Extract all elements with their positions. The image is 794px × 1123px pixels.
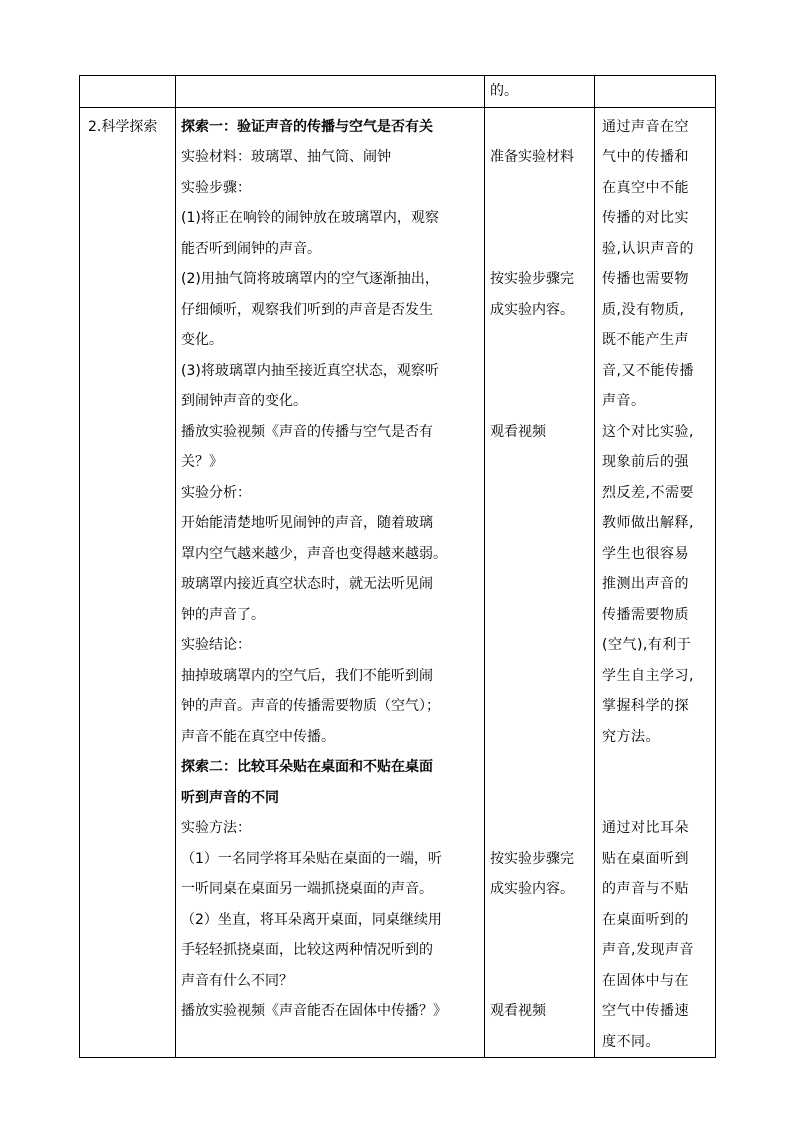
student-line: 成实验内容。 [490,881,574,897]
intent-line: 质,没有物质, [602,301,685,318]
student-line [490,905,590,936]
content-line: 实验步骤： [181,179,251,196]
intent-line: 这个对比实验, [602,423,694,440]
intent-line: 的声音与不贴 [602,881,689,897]
intent-line: 现象前后的强 [602,454,689,470]
student-line [490,478,590,509]
student-line: 观看视频 [490,1003,546,1019]
content-line: 开始能清楚地听见闹钟的声音，随着玻璃 [181,515,433,531]
content-line: (3)将玻璃罩内抽至接近真空状态，观察听 [181,362,439,379]
student-line [490,539,590,570]
student-line: 观看视频 [490,423,546,440]
student-line [490,112,590,143]
student-line [490,325,590,356]
content-line: 到闹钟声音的变化。 [181,393,307,409]
content-line: （2）坐直，将耳朵离开桌面，同桌继续用 [181,911,442,928]
content-line: (1)将正在响铃的闹钟放在玻璃罩内，观察 [181,210,439,226]
intent-line: (空气),有利于 [602,637,692,653]
section-label-cell [80,107,176,1058]
intent-line: 学生自主学习, [602,667,694,684]
content-line: 声音有什么不同？ [181,972,293,989]
content-line: 手轻轻抓挠桌面，比较这两种情况听到的 [181,942,433,958]
content-line: 钟的声音。声音的传播需要物质（空气）； [181,698,440,714]
content-line: 实验方法： [181,820,251,836]
content-line: 播放实验视频《声音能否在固体中传播？》 [181,1003,447,1019]
intent-line: 在真空中不能 [602,179,689,196]
content-line: 播放实验视频《声音的传播与空气是否有 [181,423,433,440]
student-activity [485,108,594,1027]
section-label: 2.科学探索 [88,118,158,135]
student-line [490,752,590,783]
intent-line: 通过声音在空 [602,118,689,135]
student-line [490,173,590,204]
student-line [490,356,590,387]
intent-line: 通过对比耳朵 [602,820,689,836]
intent-line: 贴在桌面听到 [602,850,689,867]
intent-line: 空气中传播速 [602,1003,689,1019]
content-line: 钟的声音了。 [181,606,265,623]
intent-line [602,752,709,783]
design-intent [595,108,715,1058]
teaching-content [176,108,484,1027]
content-line: 罩内空气越来越少，声音也变得越来越弱。 [181,545,447,562]
student-line [490,813,590,844]
content-line: (2)用抽气筒将玻璃罩内的空气逐渐抽出， [181,271,439,287]
content-line: 仔细倾听，观察我们听到的声音是否发生 [181,301,433,318]
intent-line: 传播也需要物 [602,271,689,287]
content-line: 玻璃罩内接近真空状态时，就无法听见闹 [181,576,433,592]
student-line: 成实验内容。 [490,301,574,318]
content-line: 探索一：验证声音的传播与空气是否有关 [181,118,433,135]
intent-line: 既不能产生声 [602,332,689,348]
student-activity-cell-main [485,107,595,1058]
intent-line: 烈反差,不需要 [602,484,694,501]
continuation-text: 的。 [490,83,518,99]
student-line [490,783,590,814]
student-line: 按实验步骤完 [490,271,574,287]
student-line [490,630,590,661]
intent-line: 声音,发现声音 [602,942,694,958]
student-line: 准备实验材料 [490,149,574,165]
student-activity-cell [485,76,595,108]
student-line [490,447,590,478]
student-line [490,935,590,966]
intent-line: 音,又不能传播 [602,362,694,379]
lesson-plan-table [79,75,716,1058]
content-line: 声音不能在真空中传播。 [181,728,335,745]
intent-line: 传播需要物质 [602,606,689,623]
content-line: （1）一名同学将耳朵贴在桌面的一端，听 [181,850,442,867]
intent-line: 学生也很容易 [602,545,689,562]
intent-line: 度不同。 [602,1033,660,1050]
intent-line: 声音。 [602,393,646,409]
content-line: 抽掉玻璃罩内的空气后，我们不能听到闹 [181,667,433,684]
content-line: 一听同桌在桌面另一端抓挠桌面的声音。 [181,881,433,897]
student-line [490,203,590,234]
intent-cell-empty [595,76,716,108]
student-line: 按实验步骤完 [490,850,574,867]
table-row-continuation [80,76,716,108]
content-line: 变化。 [181,332,223,348]
intent-line: 教师做出解释, [602,515,694,531]
student-line [490,966,590,997]
student-line [490,600,590,631]
teaching-content-cell [176,107,485,1058]
student-line [490,386,590,417]
intent-line: 验,认识声音的 [602,240,694,257]
student-line [490,569,590,600]
content-cell-empty [176,76,485,108]
intent-line: 在桌面听到的 [602,911,689,928]
intent-line: 传播的对比实 [602,210,689,226]
student-line [490,508,590,539]
intent-line: 在固体中与在 [602,972,689,989]
intent-line [602,783,709,814]
intent-line: 推测出声音的 [602,576,689,592]
content-line: 能否听到闹钟的声音。 [181,240,321,257]
intent-line: 气中的传播和 [602,149,689,165]
table-row-science-exploration [80,107,716,1058]
student-line [490,691,590,722]
intent-line: 掌握科学的探 [602,698,689,714]
content-line: 实验结论： [181,637,251,653]
design-intent-cell [595,107,716,1058]
content-line: 探索二：比较耳朵贴在桌面和不贴在桌面 [181,759,433,775]
student-line [490,722,590,753]
content-line: 实验材料：玻璃罩、抽气筒、闹钟 [181,149,391,165]
content-line: 实验分析： [181,484,251,501]
student-line [490,661,590,692]
content-line: 听到声音的不同 [181,789,279,806]
content-line: 关？》 [181,454,223,470]
student-line [490,234,590,265]
section-cell-empty [80,76,176,108]
intent-line: 究方法。 [602,728,660,745]
